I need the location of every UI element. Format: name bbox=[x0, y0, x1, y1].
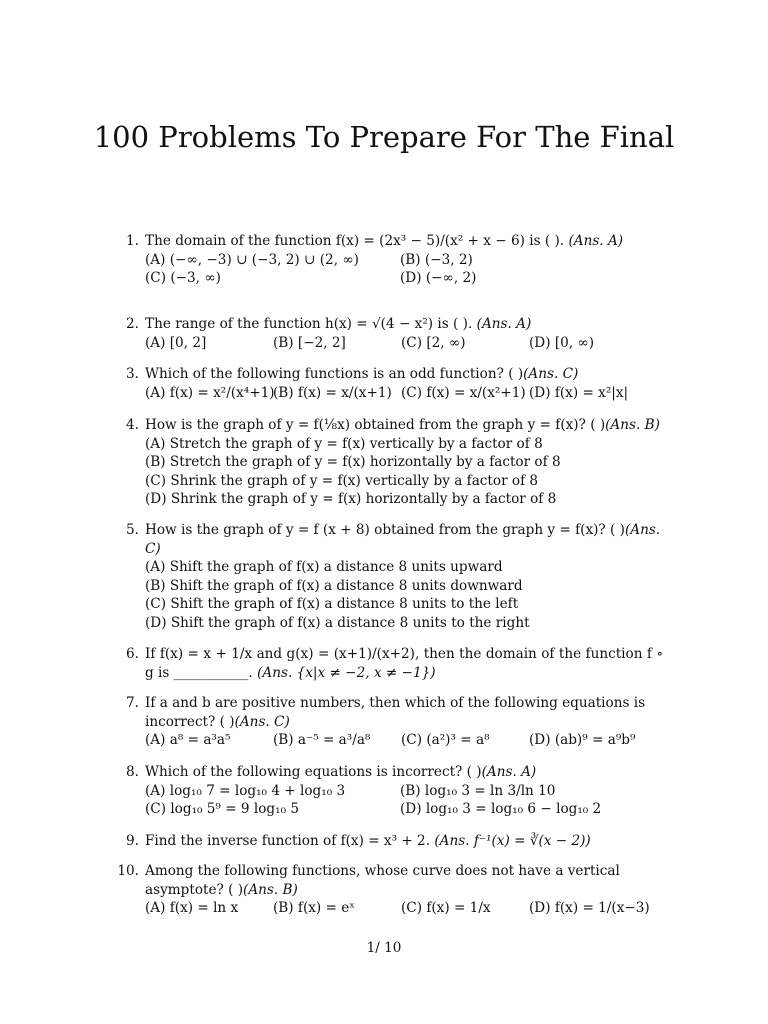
answer: (Ans. C) bbox=[523, 366, 579, 382]
problem-number: 6. bbox=[126, 646, 139, 662]
option-b: (B) Shift the graph of f(x) a distance 8 units downward bbox=[145, 577, 523, 594]
answer: (Ans. A) bbox=[476, 316, 532, 332]
page-number: 1/ 10 bbox=[366, 940, 402, 956]
option-b: (B) f(x) = x/(x+1) bbox=[273, 384, 392, 401]
option-d: (D) Shrink the graph of y = f(x) horizontally by a factor of 8 bbox=[145, 491, 557, 507]
problem-7 bbox=[126, 694, 663, 750]
answer: (Ans. f⁻¹(x) = ∛(x − 2)) bbox=[434, 833, 591, 849]
problem-number: 1. bbox=[126, 233, 139, 249]
problem-text: Which of the following equations is incorrect? ( )(Ans. A) bbox=[145, 764, 537, 780]
problem-number: 8. bbox=[126, 764, 139, 780]
option-a: (A) [0, 2] bbox=[145, 334, 207, 351]
problem-text: Which of the following functions is an odd function? ( )(Ans. C) bbox=[145, 366, 579, 382]
problem-2 bbox=[126, 315, 663, 352]
option-d: (D) [0, ∞) bbox=[529, 334, 595, 351]
answer: (Ans. B) bbox=[243, 881, 298, 898]
problem-10 bbox=[117, 862, 663, 918]
problem-text: How is the graph of y = f (x + 8) obtained from the graph y = f(x)? ( )(Ans. C) bbox=[145, 522, 661, 557]
option-a: (A) Stretch the graph of y = f(x) vertically by a factor of 8 bbox=[145, 435, 543, 452]
problem-4 bbox=[126, 416, 663, 509]
problem-number: 3. bbox=[126, 366, 139, 382]
answer: (Ans. A) bbox=[568, 233, 624, 249]
problem-text: How is the graph of y = f(⅛x) obtained from the graph y = f(x)? ( )(Ans. B) bbox=[145, 417, 660, 433]
page-title: 100 Problems To Prepare For The Final bbox=[93, 120, 675, 154]
option-c: (C) Shrink the graph of y = f(x) vertically by a factor of 8 bbox=[145, 472, 539, 489]
option-c: (C) (a²)³ = a⁸ bbox=[401, 732, 490, 748]
problem-number: 9. bbox=[126, 833, 139, 849]
problem-text: The range of the function h(x) = √(4 − x²) is ( ). (Ans. A) bbox=[145, 316, 532, 332]
problem-8 bbox=[126, 763, 663, 819]
option-c: (C) log₁₀ 5⁹ = 9 log₁₀ 5 bbox=[145, 801, 299, 817]
option-d: (D) (−∞, 2) bbox=[400, 270, 477, 286]
option-d: (D) (ab)⁹ = a⁹b⁹ bbox=[529, 732, 636, 748]
option-a: (A) a⁸ = a³a⁵ bbox=[145, 732, 231, 748]
problem-number: 2. bbox=[126, 316, 139, 332]
problem-9 bbox=[126, 832, 663, 851]
answer: (Ans. C) bbox=[234, 713, 290, 730]
problem-text: If a and b are positive numbers, then which of the following equations is incorrect? ( )(Ans. C) bbox=[145, 695, 646, 730]
problem-text: Among the following functions, whose curve does not have a vertical asymptote? ( )(Ans. B) bbox=[145, 863, 620, 898]
problem-number: 10. bbox=[117, 863, 139, 879]
option-d: (D) Shift the graph of f(x) a distance 8 units to the right bbox=[145, 614, 530, 631]
problem-number: 7. bbox=[126, 695, 139, 711]
problem-number: 5. bbox=[126, 522, 139, 538]
option-b: (B) a⁻⁵ = a³/a⁸ bbox=[273, 732, 371, 748]
option-a: (A) f(x) = x²/(x⁴+1) bbox=[145, 384, 275, 401]
option-d: (D) f(x) = 1/(x−3) bbox=[529, 900, 650, 916]
option-a: (A) (−∞, −3) ∪ (−3, 2) ∪ (2, ∞) bbox=[145, 251, 359, 268]
problem-text: If f(x) = x + 1/x and g(x) = (x+1)/(x+2), then the domain of the function f ∘ g is ___________. (Ans. {x|x ≠ −2, x ≠ −1}) bbox=[145, 646, 663, 681]
option-d: (D) f(x) = x²|x| bbox=[529, 384, 629, 401]
option-b: (B) (−3, 2) bbox=[400, 251, 473, 268]
option-c: (C) Shift the graph of f(x) a distance 8 units to the left bbox=[145, 596, 519, 612]
answer: (Ans. A) bbox=[481, 764, 537, 780]
option-b: (B) f(x) = eˣ bbox=[273, 900, 356, 916]
option-a: (A) log₁₀ 7 = log₁₀ 4 + log₁₀ 3 bbox=[145, 782, 346, 799]
option-b: (B) log₁₀ 3 = ln 3/ln 10 bbox=[400, 782, 556, 799]
answer: (Ans. {x|x ≠ −2, x ≠ −1}) bbox=[257, 664, 436, 681]
problem-number: 4. bbox=[126, 417, 139, 433]
option-b: (B) [−2, 2] bbox=[273, 334, 346, 351]
option-d: (D) log₁₀ 3 = log₁₀ 6 − log₁₀ 2 bbox=[400, 801, 602, 817]
option-a: (A) f(x) = ln x bbox=[145, 900, 239, 916]
option-c: (C) f(x) = x/(x²+1) bbox=[401, 384, 526, 401]
option-c: (C) f(x) = 1/x bbox=[401, 900, 491, 916]
answer: (Ans. C) bbox=[145, 522, 661, 557]
problem-5 bbox=[126, 521, 663, 632]
problem-text: Find the inverse function of f(x) = x³ + 2. (Ans. f⁻¹(x) = ∛(x − 2)) bbox=[145, 833, 591, 849]
option-b: (B) Stretch the graph of y = f(x) horizontally by a factor of 8 bbox=[145, 454, 561, 470]
problem-6 bbox=[126, 645, 663, 682]
option-a: (A) Shift the graph of f(x) a distance 8 units upward bbox=[145, 559, 503, 575]
problem-3 bbox=[126, 365, 663, 402]
option-c: (C) [2, ∞) bbox=[401, 334, 466, 351]
problem-text: The domain of the function f(x) = (2x³ − 5)/(x² + x − 6) is ( ). (Ans. A) bbox=[145, 233, 624, 249]
option-c: (C) (−3, ∞) bbox=[145, 270, 221, 286]
answer: (Ans. B) bbox=[605, 417, 660, 433]
problem-1 bbox=[126, 232, 663, 288]
